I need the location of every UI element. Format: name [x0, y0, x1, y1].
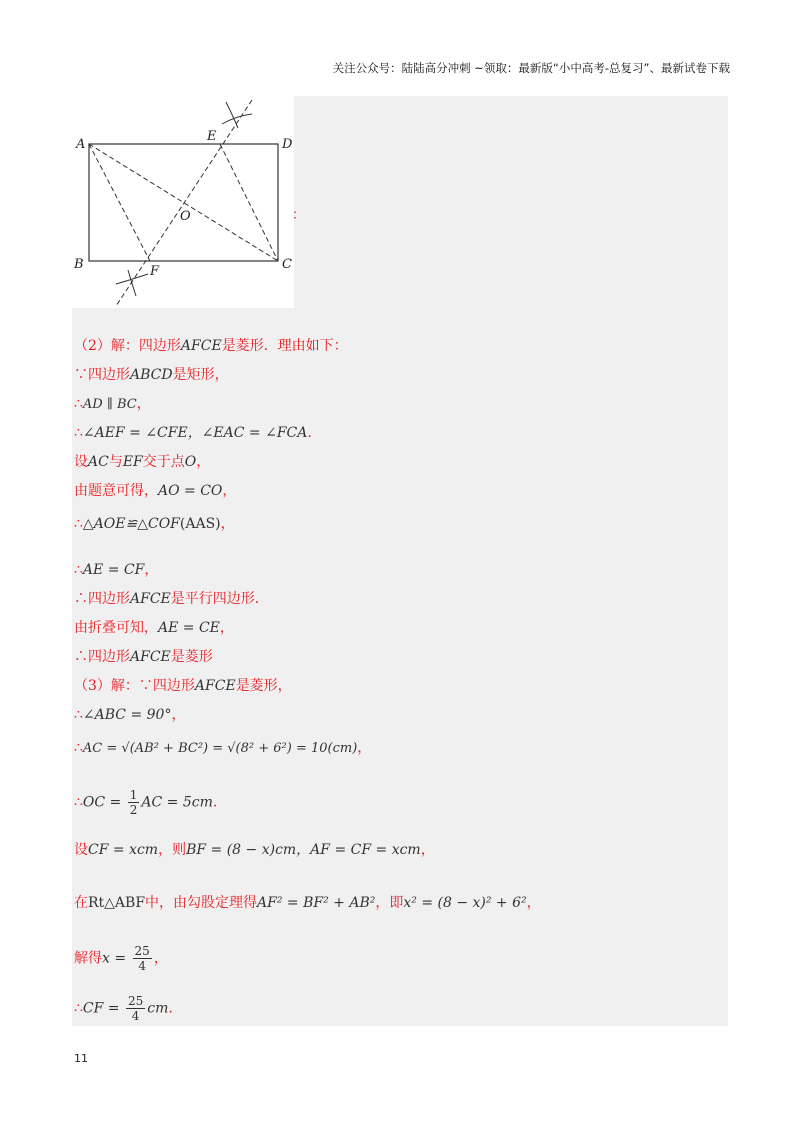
math: AE = CE [158, 620, 220, 636]
colon-mark: ： [292, 208, 306, 223]
text: 中，由勾股定理得 [145, 895, 258, 911]
text: ∴ [74, 425, 83, 441]
line-ef [116, 100, 252, 306]
solution-line-11 [74, 647, 213, 667]
solution-line-4 [74, 423, 312, 443]
text: 由题意可得， [74, 483, 158, 499]
solution-line-17 [74, 893, 541, 913]
label-a: A [76, 137, 86, 152]
text: 在 [74, 895, 88, 911]
text: 由折叠可知， [74, 620, 158, 636]
text: ∴ [74, 1000, 83, 1017]
text: ， [196, 454, 211, 470]
construction-arc-top-1 [226, 102, 238, 128]
math: O [184, 454, 197, 470]
text: （2）解：四边形 [74, 338, 181, 354]
solution-line-9 [74, 589, 269, 609]
math: x = [102, 950, 127, 967]
text: ∴ [74, 794, 83, 811]
solution-line-12 [74, 676, 292, 696]
solution-line-18 [74, 944, 168, 973]
text: ，即 [375, 895, 404, 911]
text: ∴ [74, 740, 83, 756]
label-e: E [207, 129, 217, 144]
solution-line-14 [74, 738, 371, 759]
math: △AOE≌△COF [82, 516, 180, 532]
text: . [212, 794, 218, 811]
text: ， [357, 740, 372, 756]
math: AFCE [130, 649, 171, 665]
text: 是菱形 [170, 649, 213, 665]
numerator: 25 [127, 994, 144, 1008]
math: EF [122, 454, 143, 470]
fraction [128, 788, 140, 817]
text: ∵四边形 [74, 367, 130, 383]
text: 解得 [74, 950, 102, 967]
text: ∴ [74, 707, 83, 723]
text: ∴四边形 [74, 649, 130, 665]
geometry-figure [72, 96, 294, 308]
text: ， [171, 707, 186, 723]
math: ABCD [130, 367, 173, 383]
text: 是菱形．理由如下： [221, 338, 348, 354]
math: AC [88, 454, 109, 470]
math: ∠AEF = ∠CFE，∠EAC = ∠FCA [82, 425, 308, 441]
text: 设 [74, 454, 88, 470]
text: ， [219, 620, 234, 636]
label-b: B [74, 257, 84, 272]
solution-line-8 [74, 560, 158, 580]
solution-line-7 [74, 514, 235, 534]
text: 是菱形， [235, 678, 292, 694]
text: ∴ [74, 396, 83, 412]
numerator: 1 [129, 788, 138, 802]
rectangle-fold-diagram [72, 96, 294, 308]
numerator: 25 [134, 944, 150, 958]
math: CF = xcm [88, 842, 159, 858]
math: AD ∥ BC [82, 397, 137, 412]
math: AC = √(AB² + BC²) = √(8² + 6²) = 10(cm) [82, 741, 358, 756]
fraction [133, 944, 152, 973]
label-c: C [282, 257, 292, 272]
text: ， [220, 516, 235, 532]
math: CF = [82, 1000, 120, 1017]
label-o: O [180, 209, 191, 224]
label-f: F [150, 264, 160, 279]
denominator: 4 [138, 959, 146, 973]
text: 设 [74, 842, 88, 858]
text: 是矩形， [172, 367, 229, 383]
solution-line-13 [74, 705, 185, 725]
math: AFCE [180, 338, 222, 354]
diagonal-ac [89, 144, 278, 261]
denominator: 4 [131, 1009, 140, 1023]
math: AFCE [130, 591, 171, 607]
solution-line-2 [74, 365, 229, 385]
text: ， [420, 842, 435, 858]
text: 交于点 [142, 454, 185, 470]
math: x² = (8 − x)² + 6² [403, 895, 527, 911]
text: ， [136, 396, 151, 412]
text: （3）解：∵四边形 [74, 678, 195, 694]
text: ∴ [74, 562, 83, 578]
text: ， [153, 950, 168, 967]
segment-af [89, 144, 150, 261]
text: 与 [108, 454, 123, 470]
math: AFCE [194, 678, 236, 694]
label-d: D [282, 137, 293, 152]
text: ， [526, 895, 541, 911]
solution-line-3 [74, 394, 151, 415]
math: AF² = BF² + AB² [257, 895, 376, 911]
solution-line-5 [74, 452, 210, 472]
page-header: 关注公众号：陆陆高分冲刺 ~领取：最新版“小中高考-总复习”、最新试卷下载 [332, 61, 730, 75]
solution-line-1 [74, 336, 348, 356]
solution-line-10 [74, 618, 234, 638]
math: BF = (8 − x)cm，AF = CF = xcm [186, 842, 421, 858]
text: ，则 [158, 842, 187, 858]
math: AC = 5cm [141, 794, 213, 811]
math: Rt△ABF [88, 895, 146, 911]
math: OC = [82, 794, 122, 811]
text: ∴四边形 [74, 591, 130, 607]
math: cm [147, 1000, 169, 1017]
math: (AAS) [179, 516, 221, 532]
math: ∠ABC = 90° [82, 707, 172, 723]
text: ， [144, 562, 159, 578]
math: AE = CF [82, 562, 145, 578]
text: . [168, 1000, 173, 1017]
text: 是平行四边形． [170, 591, 269, 607]
text: . [307, 425, 312, 441]
fraction [126, 994, 145, 1023]
text: ， [222, 483, 237, 499]
denominator: 2 [129, 803, 138, 817]
solution-line-15 [74, 788, 217, 817]
solution-line-16 [74, 840, 435, 860]
math: AO = CO [158, 483, 223, 499]
construction-arc-bottom-1 [128, 270, 136, 296]
text: ∴ [74, 516, 83, 532]
page-number: 11 [74, 1052, 88, 1065]
solution-line-6 [74, 481, 236, 501]
solution-line-19 [74, 994, 173, 1023]
